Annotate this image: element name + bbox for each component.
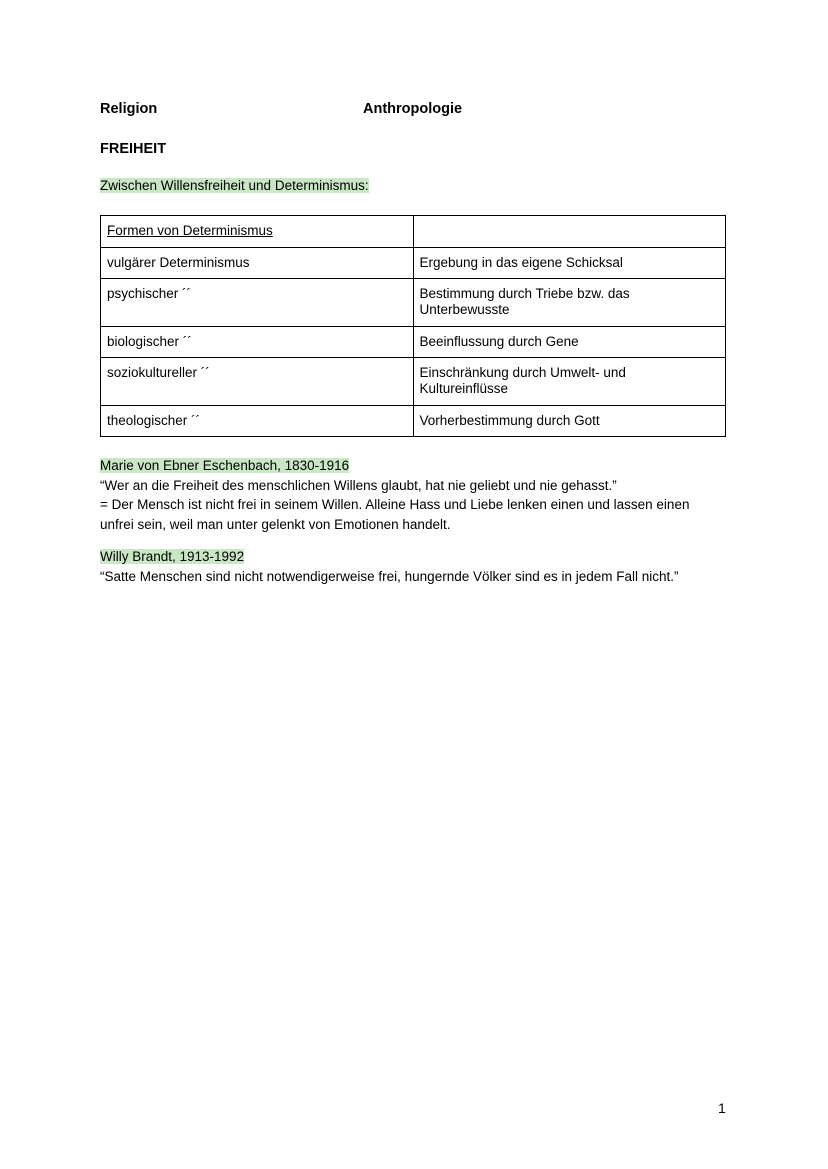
table-row [101,358,726,406]
table-header-row [101,216,726,248]
subject-label: Religion [100,101,158,117]
table-row [101,327,726,358]
page-number: 1 [718,1100,726,1116]
quote1-author: Marie von Ebner Eschenbach, 1830-1916 [100,458,350,473]
table-cell: Einschränkung durch Umwelt- und Kultureinflüsse [413,358,726,406]
table-cell: vulgärer Determinismus [101,248,414,279]
table-header-cell [413,216,726,248]
section-heading [100,178,369,193]
quote1-text: “Wer an die Freiheit des menschlichen Willens glaubt, hat nie geliebt und nie gehasst.” [100,477,617,493]
table-cell: Beeinflussung durch Gene [413,327,726,358]
table-row [101,279,726,327]
table-cell: soziokultureller ´´ [101,358,414,406]
quote2-text: “Satte Menschen sind nicht notwendigerweise frei, hungernde Völker sind es in jedem Fall nicht.” [100,568,679,584]
page-title: FREIHEIT [100,141,167,157]
table-cell: Vorherbestimmung durch Gott [413,406,726,437]
determinism-table [100,215,726,437]
quote1-explanation-line1: = Der Mensch ist nicht frei in seinem Willen. Alleine Hass und Liebe lenken einen und lassen einen [100,497,690,512]
table-row [101,406,726,437]
table-cell: Bestimmung durch Triebe bzw. das Unterbewusste [413,279,726,327]
table-header-text: Formen von Determinismus [107,223,273,238]
table-header-cell [101,216,414,248]
topic-label: Anthropologie [363,101,463,117]
section-heading-text: Zwischen Willensfreiheit und Determinismus: [100,178,369,193]
table-cell: biologischer ´´ [101,327,414,358]
quote2-author: Willy Brandt, 1913-1992 [100,549,245,564]
table-cell: theologischer ´´ [101,406,414,437]
table-cell: Ergebung in das eigene Schicksal [413,248,726,279]
quote1-explanation-line2: unfrei sein, weil man unter gelenkt von Emotionen handelt. [100,516,451,532]
quote2-block [100,547,679,586]
table-cell: psychischer ´´ [101,279,414,327]
table-row [101,248,726,279]
quote1-block [100,456,689,534]
